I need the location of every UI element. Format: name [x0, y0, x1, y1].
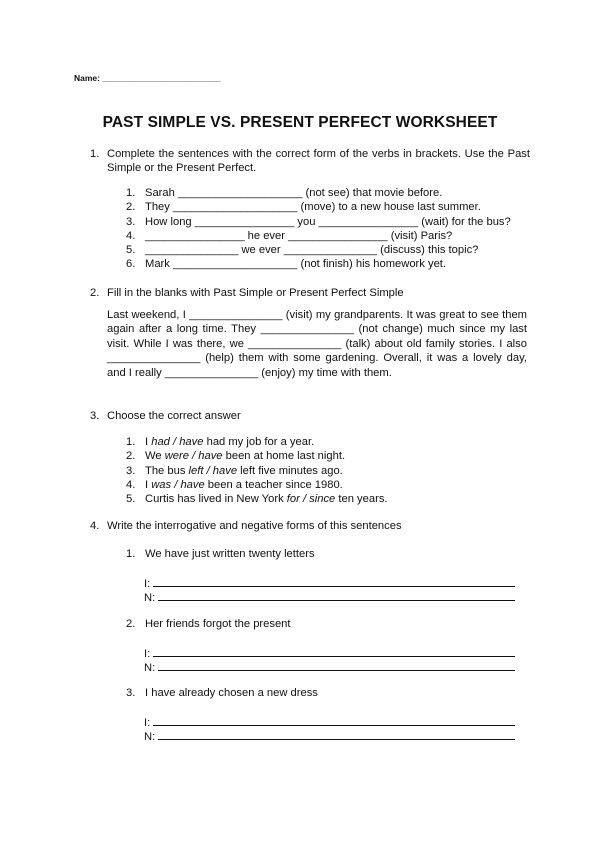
sentence-text: They ____________________ (move) to a new house last summer. — [145, 201, 481, 214]
question-instruction: Write the interrogative and negative forms of this sentences — [107, 520, 402, 532]
question-instruction: Fill in the blanks with Past Simple or Present Perfect Simple — [107, 287, 404, 299]
answer-block — [126, 617, 526, 674]
negative-answer-line[interactable]: N: — [144, 728, 515, 744]
question-2 — [90, 286, 530, 300]
question-4 — [90, 519, 530, 533]
choice-option: was / have — [151, 478, 205, 491]
choice-option: were / have — [164, 450, 223, 463]
fill-in-paragraph: Last weekend, I _______________ (visit) my grandparents. It was great to see them again after a long time. They _______________ (not change) much since my last visit. While I was there, we _______________ (talk) about old family stories. I also _______________ (help) them with some gardening. Overall, it was a lovely day, and I really _______________ (enjoy) my time with them. — [107, 309, 527, 379]
list-item: 2. They ____________________ (move) to a new house last summer. — [126, 201, 481, 214]
question-instruction: Choose the correct answer — [107, 410, 241, 422]
list-item: 3. The bus left / have left five minutes ago. — [126, 464, 343, 477]
choice-option: left / have — [188, 464, 238, 477]
list-item: 2. We were / have been at home last night. — [126, 450, 346, 463]
question-1-items — [126, 186, 536, 272]
question-number: 2. — [90, 287, 100, 299]
list-item: 5. _______________ we ever _______________ (discuss) this topic? — [126, 244, 479, 257]
interrogative-answer-line[interactable]: I: — [144, 714, 515, 730]
list-item: 3. How long ________________ you ________________ (wait) for the bus? — [126, 215, 511, 228]
answer-block — [126, 547, 526, 604]
question-1 — [90, 147, 530, 175]
page-title: PAST SIMPLE VS. PRESENT PERFECT WORKSHEET — [102, 114, 498, 131]
interrogative-answer-line[interactable]: I: — [144, 645, 515, 661]
list-item: 1. Sarah ____________________ (not see) that movie before. — [126, 187, 443, 199]
interrogative-answer-line[interactable]: I: — [144, 575, 515, 591]
list-item: 1. I had / have had my job for a year. — [126, 436, 315, 448]
negative-answer-line[interactable]: N: — [144, 589, 515, 605]
sentence-text: Sarah ____________________ (not see) that movie before. — [145, 187, 443, 199]
question-number: 1. — [90, 148, 100, 160]
question-3 — [90, 409, 530, 423]
prompt-sentence: 2. Her friends forgot the present — [126, 618, 291, 630]
sentence-text: How long ________________ you ________________ (wait) for the bus? — [145, 215, 511, 228]
question-instruction: Complete the sentences with the correct form of the verbs in brackets. Use the Past Simple or the Present Perfect. — [107, 148, 530, 174]
question-number: 4. — [90, 520, 100, 532]
negative-answer-line[interactable]: N: — [144, 659, 515, 675]
sentence-text: ________________ he ever ________________ (visit) Paris? — [145, 229, 453, 242]
list-item: 4. ________________ he ever ________________ (visit) Paris? — [126, 229, 453, 242]
sentence-text: Mark ____________________ (not finish) his homework yet. — [145, 258, 447, 271]
choice-option: had / have — [151, 436, 204, 448]
prompt-sentence: 3. I have already chosen a new dress — [126, 687, 318, 699]
sentence-text: _______________ we ever _______________ (discuss) this topic? — [145, 244, 479, 257]
list-item: 5. Curtis has lived in New York for / since ten years. — [126, 493, 388, 506]
list-item: 6. Mark ____________________ (not finish) his homework yet. — [126, 258, 447, 271]
name-field-label: Name: _________________________ — [74, 73, 221, 83]
prompt-sentence: 1. We have just written twenty letters — [126, 548, 315, 560]
choice-option: for / since — [286, 493, 336, 506]
list-item: 4. I was / have been a teacher since 1980. — [126, 478, 343, 491]
question-3-items — [126, 435, 536, 506]
question-number: 3. — [90, 410, 100, 422]
answer-block — [126, 686, 526, 743]
